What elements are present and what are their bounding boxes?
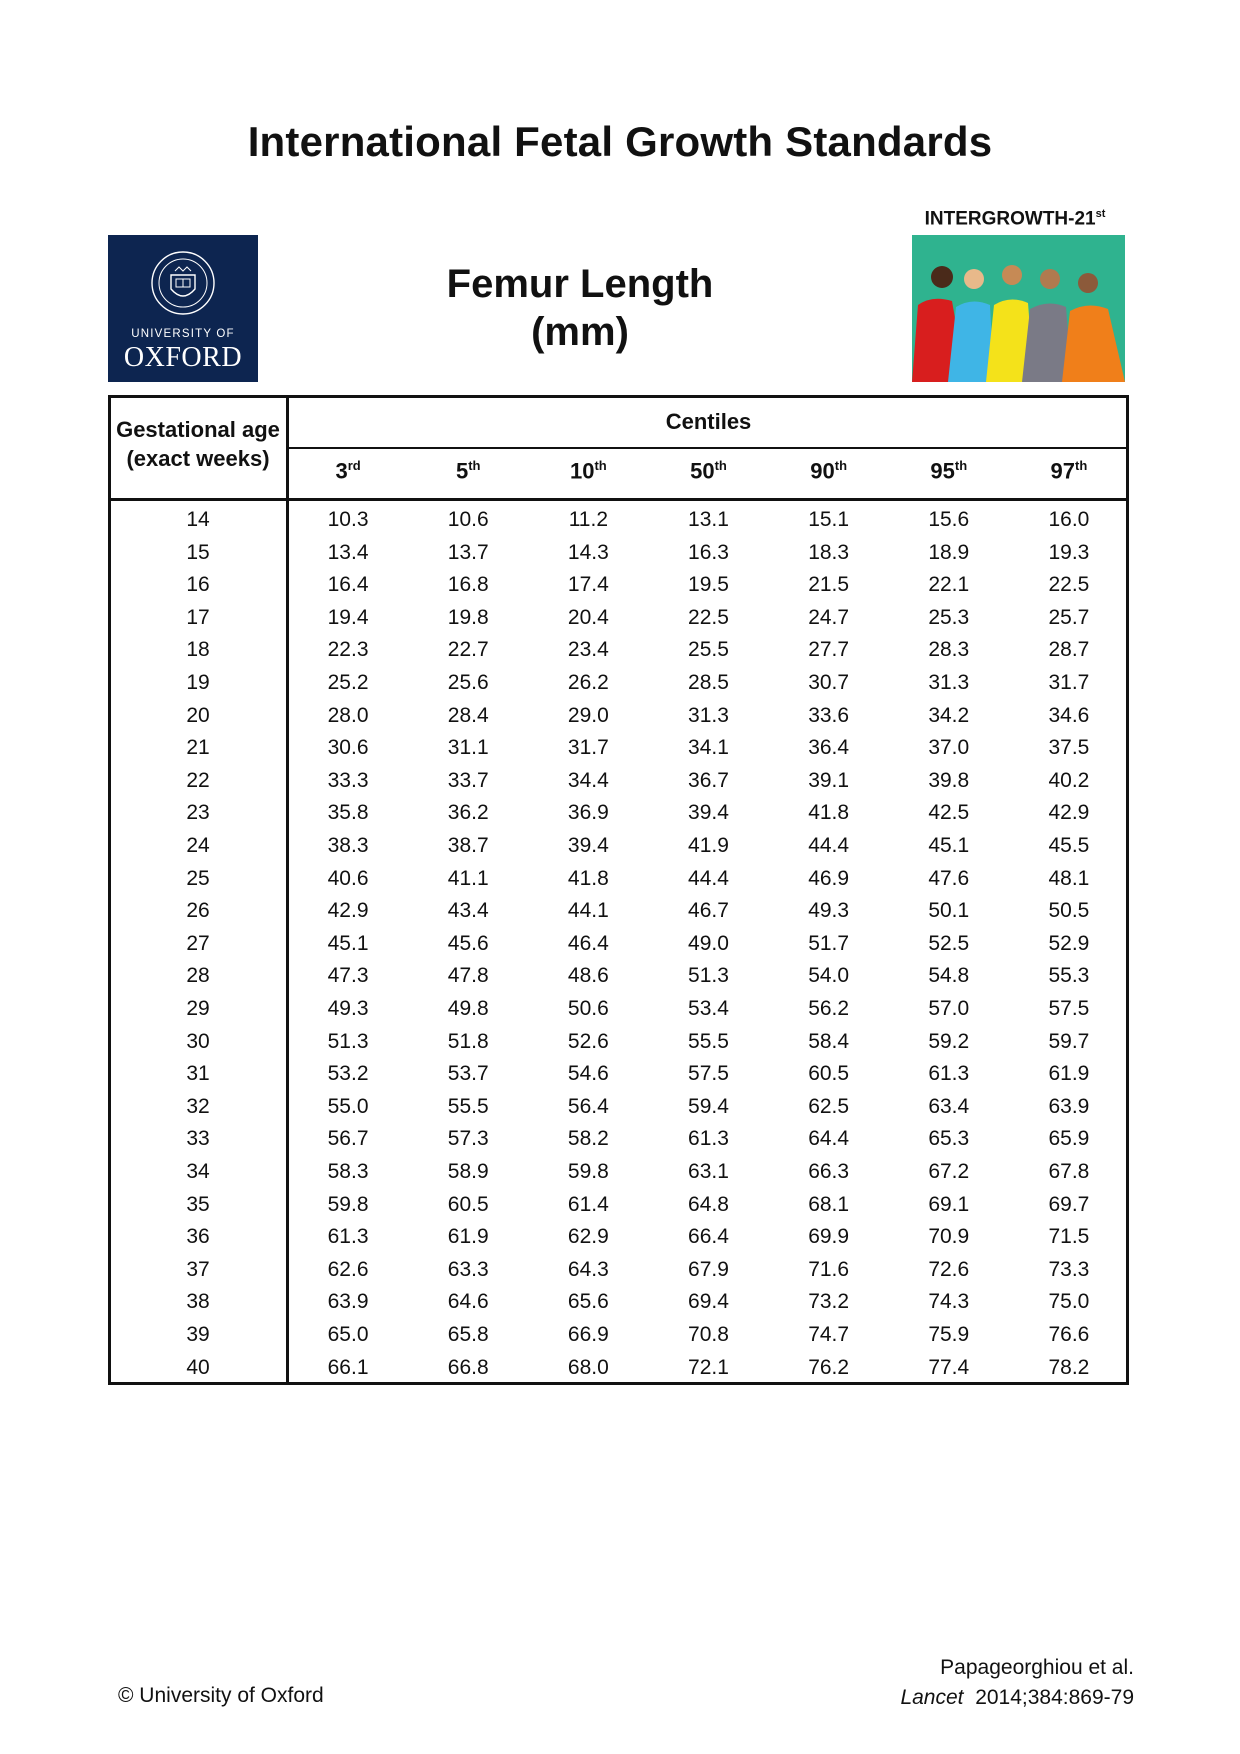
centile-number: 50	[690, 458, 715, 484]
centile-value-cell: 66.3	[808, 1160, 850, 1183]
intergrowth-label	[900, 208, 1130, 230]
centile-value-cell: 15.6	[928, 508, 970, 531]
gestational-week-cell: 20	[186, 703, 210, 727]
centile-value-cell: 59.7	[1048, 1029, 1090, 1053]
centile-value-cell: 41.1	[447, 866, 489, 890]
chart-subtitle	[380, 260, 780, 356]
centile-value-cell: 49.3	[327, 997, 369, 1020]
centile-value-cell: 62.5	[808, 1094, 850, 1118]
gestational-week-cell: 37	[186, 1257, 210, 1281]
centile-value-cell: 69.9	[808, 1225, 850, 1249]
centile-value-cell: 59.2	[928, 1029, 970, 1053]
centile-value-cell: 71.5	[1048, 1225, 1090, 1249]
centile-value-cell: 31.7	[567, 736, 609, 760]
centile-value-cell: 69.1	[928, 1192, 970, 1216]
centile-value-cell: 27.7	[808, 638, 850, 662]
centile-value-cell: 72.1	[688, 1355, 729, 1379]
centile-value-cell: 37.5	[1048, 736, 1090, 760]
centile-value-cell: 14.3	[567, 540, 609, 564]
gestational-age-header-line-1: Gestational age	[116, 417, 280, 442]
centile-value-cell: 61.9	[447, 1225, 489, 1249]
centile-value-cell: 54.0	[808, 964, 850, 988]
centile-value-cell: 25.3	[928, 605, 970, 629]
gestational-week-cell: 17	[186, 605, 210, 629]
centile-value-cell: 45.6	[447, 931, 489, 955]
centile-suffix: rd	[347, 458, 361, 473]
centile-value-cell: 41.9	[688, 834, 729, 857]
centile-value-cell: 44.1	[567, 899, 609, 923]
centile-value-cell: 44.4	[688, 866, 729, 890]
centile-value-cell: 75.9	[928, 1323, 970, 1346]
centile-value-cell: 39.4	[567, 834, 609, 857]
centile-value-cell: 18.3	[808, 540, 850, 564]
centile-value-cell: 49.0	[688, 931, 729, 955]
centile-value-cell: 74.3	[928, 1290, 970, 1314]
centile-value-cell: 61.3	[327, 1225, 369, 1249]
centile-value-cell: 74.7	[808, 1323, 850, 1346]
centile-value-cell: 20.4	[567, 605, 609, 629]
gestational-week-cell: 19	[186, 671, 210, 694]
centile-value-cell: 61.4	[567, 1192, 609, 1216]
centile-value-cell: 43.4	[447, 899, 489, 923]
centile-value-cell: 73.2	[808, 1290, 850, 1314]
centile-value-cell: 25.5	[688, 638, 729, 662]
centile-value-cell: 58.2	[567, 1127, 609, 1151]
centile-value-cell: 56.7	[327, 1127, 369, 1151]
centile-value-cell: 31.7	[1048, 671, 1090, 694]
centile-value-cell: 46.7	[688, 899, 729, 923]
centile-value-cell: 48.6	[567, 964, 609, 988]
centile-value-cell: 42.5	[928, 801, 970, 825]
centile-value-cell: 24.7	[808, 605, 850, 629]
centiles-header: Centiles	[665, 409, 752, 434]
gestational-week-cell: 29	[186, 997, 210, 1020]
intergrowth-women-illustration	[912, 235, 1125, 382]
centile-value-cell: 63.4	[928, 1094, 970, 1118]
gestational-week-cell: 25	[186, 866, 210, 890]
centile-value-cell: 59.8	[567, 1160, 609, 1183]
centile-value-cell: 67.8	[1048, 1160, 1090, 1183]
centile-value-cell: 25.6	[447, 671, 489, 694]
centile-value-cell: 41.8	[567, 866, 609, 890]
centile-value-cell: 46.9	[808, 866, 850, 890]
centile-value-cell: 77.4	[928, 1355, 970, 1379]
centile-value-cell: 78.2	[1048, 1355, 1090, 1379]
centile-value-cell: 64.8	[688, 1192, 729, 1216]
table-border-top	[108, 395, 1129, 398]
centile-value-cell: 52.5	[928, 931, 970, 955]
centile-value-cell: 28.7	[1048, 638, 1090, 662]
centile-value-cell: 72.6	[928, 1257, 970, 1281]
centile-value-cell: 68.1	[808, 1192, 850, 1216]
centile-column-header	[889, 458, 1009, 484]
centile-value-cell: 33.7	[447, 768, 489, 792]
gestational-week-cell: 26	[186, 899, 210, 923]
centile-value-cell: 55.5	[688, 1029, 729, 1053]
gestational-week-cell: 24	[186, 834, 210, 857]
centile-value-cell: 37.0	[928, 736, 970, 760]
gestational-week-cell: 34	[186, 1160, 210, 1183]
centile-value-cell: 45.5	[1048, 834, 1090, 857]
centile-value-cell: 47.6	[928, 866, 970, 890]
centile-value-cell: 22.7	[447, 638, 489, 662]
centile-value-cell: 53.4	[688, 997, 729, 1020]
centile-value-cell: 50.5	[1048, 899, 1090, 923]
table-subheader-divider	[288, 447, 1129, 449]
centile-value-cell: 46.4	[567, 931, 609, 955]
centile-value-cell: 66.9	[567, 1323, 609, 1346]
centile-value-cell: 47.8	[447, 964, 489, 988]
centile-suffix: th	[954, 458, 968, 473]
centile-value-cell: 48.1	[1048, 866, 1090, 890]
centile-value-cell: 59.8	[327, 1192, 369, 1216]
centile-value-cell: 60.5	[808, 1062, 850, 1086]
gestational-week-cell: 35	[186, 1192, 210, 1216]
centile-value-cell: 39.8	[928, 768, 970, 792]
gestational-week-cell: 39	[186, 1323, 210, 1346]
centile-value-cell: 58.4	[808, 1029, 850, 1053]
centile-value-cell: 19.3	[1048, 540, 1090, 564]
centile-value-cell: 70.8	[688, 1323, 729, 1346]
centile-value-cell: 34.4	[567, 768, 609, 792]
centile-value-cell: 28.5	[688, 671, 729, 694]
gestational-week-cell: 40	[186, 1355, 210, 1379]
centile-value-cell: 51.7	[808, 931, 850, 955]
centile-value-cell: 65.9	[1048, 1127, 1090, 1151]
centile-value-cell: 41.8	[808, 801, 850, 825]
centile-value-cell: 44.4	[808, 834, 850, 857]
gestational-age-header-line-2: (exact weeks)	[126, 446, 270, 471]
centile-value-cell: 34.2	[928, 703, 970, 727]
centile-suffix: th	[834, 458, 848, 473]
centile-value-cell: 28.0	[327, 703, 369, 727]
centile-value-cell: 66.8	[447, 1355, 489, 1379]
centile-value-cell: 40.2	[1048, 768, 1090, 792]
centile-value-cell: 42.9	[1048, 801, 1090, 825]
centile-value-cell: 66.1	[327, 1355, 369, 1379]
gestational-week-cell: 28	[186, 964, 210, 988]
centile-value-cell: 36.2	[447, 801, 489, 825]
centile-value-cell: 67.2	[928, 1160, 970, 1183]
centile-value-cell: 59.4	[688, 1094, 729, 1118]
centile-value-cell: 52.6	[567, 1029, 609, 1053]
oxford-logo-small-text: UNIVERSITY OF	[131, 328, 235, 340]
centile-value-cell: 36.9	[567, 801, 609, 825]
centile-value-cell: 75.0	[1048, 1290, 1090, 1314]
centile-column-header	[1009, 458, 1129, 484]
centile-value-cell: 69.4	[688, 1290, 729, 1314]
centile-value-cell: 28.3	[928, 638, 970, 662]
centile-value-cell: 69.7	[1048, 1192, 1090, 1216]
oxford-logo	[108, 235, 258, 382]
gestational-week-cell: 16	[186, 573, 210, 597]
oxford-crest-icon	[148, 245, 218, 325]
centile-column-header	[528, 458, 648, 484]
centile-value-cell: 23.4	[567, 638, 609, 662]
gestational-week-cell: 21	[186, 736, 210, 760]
centile-value-cell: 35.8	[327, 801, 369, 825]
centile-value-cell: 16.8	[447, 573, 489, 597]
centile-value-cell: 19.8	[447, 605, 489, 629]
centile-value-cell: 56.4	[567, 1094, 609, 1118]
gestational-week-cell: 22	[186, 768, 210, 792]
centile-value-cell: 76.6	[1048, 1323, 1090, 1346]
centile-value-cell: 17.4	[567, 573, 609, 597]
centile-column-header	[769, 458, 889, 484]
citation-authors: Papageorghiou et al.	[940, 1656, 1134, 1679]
centile-value-cell: 65.0	[327, 1323, 369, 1346]
gestational-week-cell: 18	[186, 638, 210, 662]
centile-value-cell: 62.6	[327, 1257, 369, 1281]
centile-value-cell: 49.3	[808, 899, 850, 923]
centile-value-cell: 22.3	[327, 638, 369, 662]
centile-value-cell: 68.0	[567, 1355, 609, 1379]
centile-value-cell: 36.4	[808, 736, 850, 760]
centile-value-cell: 52.9	[1048, 931, 1090, 955]
centile-value-cell: 40.6	[327, 866, 369, 890]
centile-value-cell: 38.7	[447, 834, 489, 857]
centile-value-cell: 42.9	[327, 899, 369, 923]
centile-value-cell: 45.1	[928, 834, 970, 857]
centile-value-cell: 47.3	[327, 964, 369, 988]
centile-suffix: th	[714, 458, 727, 473]
gestational-week-cell: 31	[186, 1062, 210, 1086]
centile-value-cell: 65.6	[567, 1290, 609, 1314]
centile-value-cell: 50.1	[928, 899, 970, 923]
centile-value-cell: 50.6	[567, 997, 609, 1020]
centile-value-cell: 55.5	[447, 1094, 489, 1118]
centile-number: 3	[335, 458, 348, 484]
gestational-week-cell: 38	[186, 1290, 210, 1314]
citation-journal: Lancet	[900, 1686, 964, 1709]
centile-value-cell: 34.1	[688, 736, 729, 760]
centile-value-cell: 57.5	[688, 1062, 729, 1086]
centile-value-cell: 29.0	[567, 703, 609, 727]
centile-value-cell: 11.2	[568, 508, 609, 531]
centile-value-cell: 61.9	[1048, 1062, 1090, 1086]
centile-number: 90	[810, 458, 835, 484]
centile-value-cell: 31.1	[447, 736, 489, 760]
centile-value-cell: 16.3	[688, 540, 729, 564]
centile-value-cell: 39.4	[688, 801, 729, 825]
page-title: International Fetal Growth Standards	[247, 118, 993, 165]
subtitle-line-1: Femur Length	[446, 262, 714, 306]
centile-value-cell: 16.0	[1048, 508, 1090, 531]
centile-value-cell: 28.4	[447, 703, 489, 727]
centile-value-cell: 33.6	[808, 703, 850, 727]
centile-value-cell: 30.6	[327, 736, 369, 760]
centile-number: 10	[569, 458, 595, 484]
table-header-divider	[108, 498, 1129, 501]
gestational-age-header	[108, 415, 288, 473]
gestational-week-cell: 15	[186, 540, 210, 564]
centile-value-cell: 76.2	[808, 1355, 850, 1379]
centile-value-cell: 65.3	[928, 1127, 970, 1151]
subtitle-line-2: (mm)	[531, 310, 629, 354]
oxford-logo-main-text: OXFORD	[123, 342, 243, 373]
gestational-week-cell: 32	[186, 1094, 210, 1118]
centile-value-cell: 30.7	[808, 671, 850, 694]
centile-value-cell: 60.5	[447, 1192, 489, 1216]
centile-value-cell: 58.9	[447, 1160, 489, 1183]
centile-value-cell: 51.3	[327, 1029, 369, 1053]
centile-suffix: th	[468, 458, 481, 473]
centile-value-cell: 31.3	[688, 703, 729, 727]
centile-value-cell: 45.1	[327, 931, 369, 955]
centile-value-cell: 36.7	[688, 768, 729, 792]
centile-value-cell: 22.1	[928, 573, 970, 597]
centile-value-cell: 63.3	[447, 1257, 489, 1281]
centile-value-cell: 73.3	[1048, 1257, 1090, 1281]
centile-column-header	[288, 458, 408, 484]
centile-value-cell: 55.0	[327, 1094, 369, 1118]
centile-value-cell: 61.3	[688, 1127, 729, 1151]
centile-number: 97	[1050, 458, 1076, 484]
centile-value-cell: 38.3	[327, 834, 369, 857]
centile-value-cell: 65.8	[447, 1323, 489, 1346]
centile-value-cell: 64.4	[808, 1127, 850, 1151]
centile-value-cell: 22.5	[1048, 573, 1090, 597]
centile-value-cell: 54.8	[928, 964, 970, 988]
centile-value-cell: 66.4	[688, 1225, 729, 1249]
centile-number: 95	[930, 458, 955, 484]
centile-value-cell: 34.6	[1048, 703, 1090, 727]
centile-value-cell: 21.5	[808, 573, 850, 597]
centile-value-cell: 63.9	[327, 1290, 369, 1314]
centile-value-cell: 19.4	[327, 605, 369, 629]
centile-value-cell: 31.3	[928, 671, 970, 694]
centile-value-cell: 57.3	[447, 1127, 489, 1151]
centile-value-cell: 64.3	[567, 1257, 609, 1281]
centile-value-cell: 33.3	[327, 768, 369, 792]
centile-suffix: th	[1075, 458, 1088, 473]
centile-value-cell: 22.5	[688, 605, 729, 629]
centile-value-cell: 19.5	[688, 573, 729, 597]
centile-value-cell: 53.2	[327, 1062, 369, 1086]
centile-value-cell: 57.5	[1048, 997, 1090, 1020]
centile-value-cell: 15.1	[808, 508, 850, 531]
centile-value-cell: 58.3	[327, 1160, 369, 1183]
centile-value-cell: 57.0	[928, 997, 970, 1020]
citation-reference	[900, 1686, 1134, 1710]
intergrowth-label-sup: st	[1095, 208, 1106, 220]
centile-value-cell: 18.9	[928, 540, 970, 564]
centile-column-header	[648, 458, 768, 484]
gestational-week-cell: 30	[186, 1029, 210, 1053]
centile-value-cell: 25.2	[327, 671, 369, 694]
intergrowth-label-text: INTERGROWTH-21	[924, 208, 1096, 230]
centile-value-cell: 61.3	[928, 1062, 970, 1086]
centile-value-cell: 39.1	[808, 768, 850, 792]
centile-value-cell: 25.7	[1048, 605, 1090, 629]
centile-value-cell: 16.4	[327, 573, 369, 597]
centile-value-cell: 67.9	[688, 1257, 729, 1281]
centile-value-cell: 54.6	[567, 1062, 609, 1086]
centile-value-cell: 53.7	[447, 1062, 489, 1086]
gestational-week-cell: 14	[186, 508, 210, 531]
gestational-week-cell: 36	[186, 1225, 210, 1249]
gestational-week-cell: 23	[186, 801, 210, 825]
citation-volume: 2014;384:869-79	[975, 1686, 1134, 1709]
centile-value-cell: 64.6	[447, 1290, 489, 1314]
centile-value-cell: 62.9	[567, 1225, 609, 1249]
centile-table	[108, 395, 1129, 1385]
centile-value-cell: 71.6	[808, 1257, 850, 1281]
centile-column-header	[408, 458, 528, 484]
centile-number: 5	[455, 458, 469, 484]
centile-value-cell: 51.8	[447, 1029, 489, 1053]
centile-value-cell: 70.9	[928, 1225, 970, 1249]
centile-value-cell: 10.3	[327, 508, 369, 531]
centile-value-cell: 13.7	[447, 540, 489, 564]
centile-value-cell: 10.6	[447, 508, 489, 531]
centile-value-cell: 49.8	[447, 997, 489, 1020]
centile-value-cell: 13.4	[327, 540, 369, 564]
centile-value-cell: 13.1	[688, 508, 729, 531]
centile-value-cell: 63.9	[1048, 1094, 1090, 1118]
centile-value-cell: 63.1	[688, 1160, 729, 1183]
gestational-week-cell: 27	[186, 931, 210, 955]
copyright-text: © University of Oxford	[118, 1684, 324, 1707]
centile-value-cell: 51.3	[688, 964, 729, 988]
centile-value-cell: 56.2	[808, 997, 850, 1020]
centile-suffix: th	[594, 458, 607, 473]
gestational-week-cell: 33	[186, 1127, 210, 1151]
centile-value-cell: 55.3	[1048, 964, 1090, 988]
centile-value-cell: 26.2	[567, 671, 609, 694]
